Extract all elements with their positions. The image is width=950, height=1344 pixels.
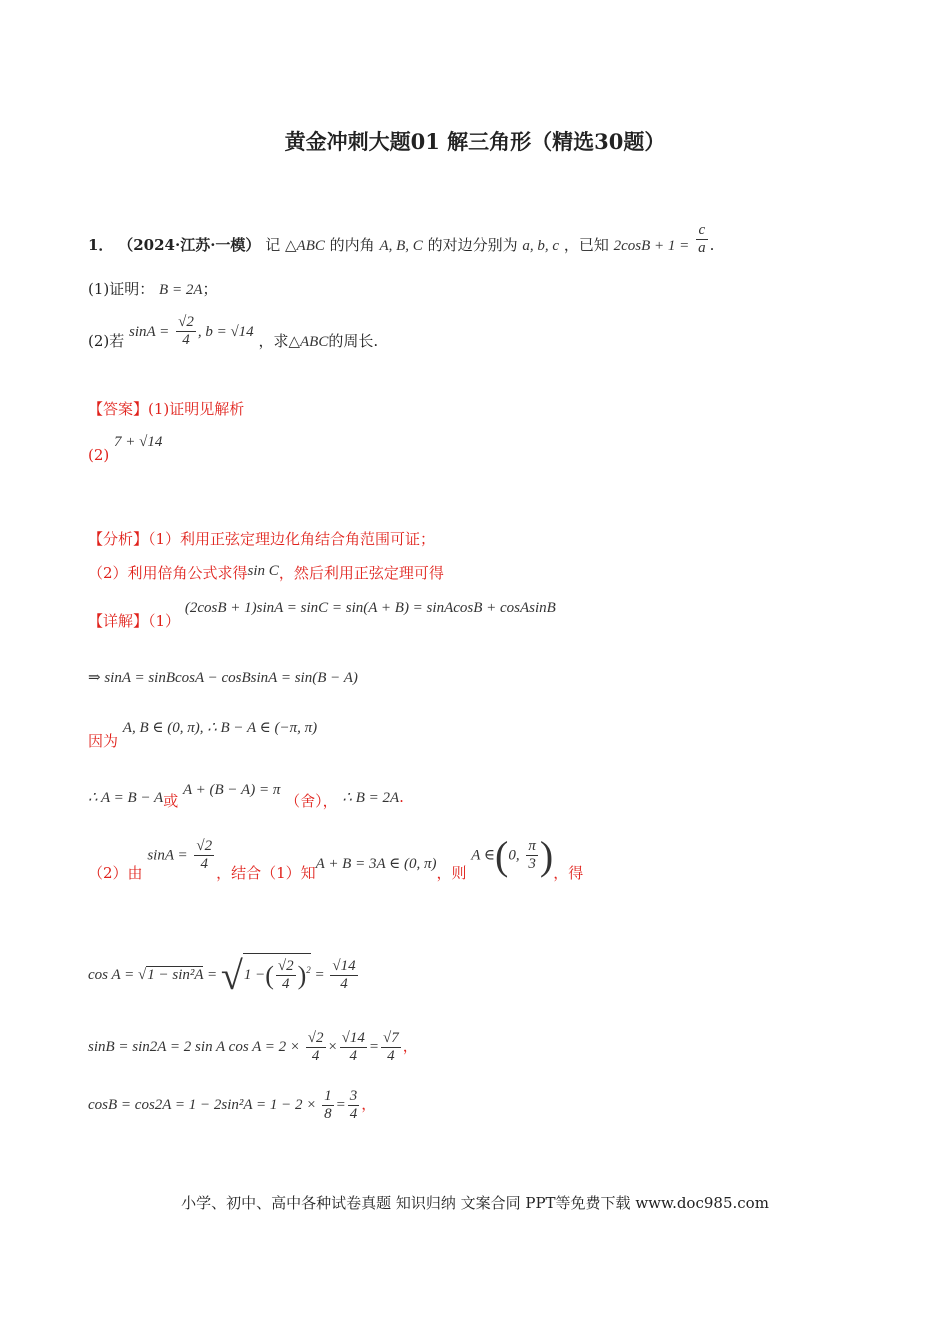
part2-label: (2)若 xyxy=(88,331,125,350)
footer-text: 小学、初中、高中各种试卷真题 知识归纳 文案合同 PPT等免费下载 www.doc985.com xyxy=(181,1194,769,1212)
problem-statement xyxy=(88,222,715,264)
sin-b-equation xyxy=(88,1030,418,1066)
fraction-denominator: 4 xyxy=(182,332,190,349)
problem-text: 记 xyxy=(265,235,281,254)
pi-over-3 xyxy=(526,838,538,874)
fraction-denominator: a xyxy=(698,240,706,257)
fraction-numerator: c xyxy=(696,222,708,240)
sin-a-fraction xyxy=(194,838,214,874)
analysis-text: （2）利用倍角公式求得 xyxy=(88,564,248,582)
answer-line2 xyxy=(88,432,163,464)
fraction-denominator: 3 xyxy=(528,856,536,872)
fraction-numerator: √2 xyxy=(276,958,296,976)
detail-eq4a: ∴ A = B − A xyxy=(88,790,164,806)
answer-line1 xyxy=(88,398,244,419)
times: × xyxy=(327,1039,338,1056)
detail-part2: （2）由 xyxy=(88,863,143,882)
or-text: 或 xyxy=(163,792,179,810)
analysis-line1 xyxy=(88,528,435,549)
equals: = xyxy=(207,966,218,983)
detail-eq4b: A + (B − A) = π xyxy=(183,782,281,798)
cos-a: cos A = xyxy=(88,966,135,983)
part2-end: 的周长. xyxy=(328,331,379,350)
detail-label: 【详解】 xyxy=(88,612,149,630)
condition-expr: 2cosB + 1 = xyxy=(613,237,690,254)
analysis-label: 【分析】 xyxy=(88,530,149,548)
fraction-numerator: √14 xyxy=(330,958,357,976)
answer-label: 【答案】 xyxy=(88,400,149,418)
answer-part2-expr: 7 + √14 xyxy=(114,434,163,450)
problem-text: 的内角 xyxy=(329,235,375,254)
analysis-line2 xyxy=(88,562,444,583)
detail-eq4c: ∴ B = 2A xyxy=(342,790,400,806)
part1-end: ； xyxy=(202,280,218,298)
cos-b: cosB = cos2A = 1 − 2sin²A = 1 − 2 × xyxy=(88,1097,317,1114)
detail-eq2: ⇒ sinA = sinBcosA − cosBsinA = sin(B − A) xyxy=(88,670,358,686)
comma: ， xyxy=(361,1097,377,1114)
part1-expr: B = 2A xyxy=(159,282,203,298)
detail-text: ，则 xyxy=(436,863,467,882)
condition-fraction xyxy=(696,222,708,258)
equals: = xyxy=(335,1097,346,1114)
detail-line1 xyxy=(88,596,556,630)
fraction-numerator: 1 xyxy=(322,1088,334,1106)
fraction-denominator: 4 xyxy=(349,1048,358,1065)
part2-text: ，求 xyxy=(258,331,289,350)
because-text: 因为 xyxy=(88,732,119,750)
fraction-numerator: √2 xyxy=(194,838,214,856)
detail-part1: （1） xyxy=(148,612,181,630)
fraction-denominator: 4 xyxy=(349,1106,358,1123)
sqrt-outer: 1 −( $\frac{√2}{4}$ )$^2$ xyxy=(243,953,311,994)
detail-line5: （2）由 sinA = $\frac{√2}{4}$ ，结合（1）知A + B = 3A ∈ (0, π)，则 A ∈(0, $\frac{\pi}{3}$ )，得 xyxy=(88,833,584,882)
detail-line4 xyxy=(88,778,404,810)
detail-eq3: A, B ∈ (0, π), ∴ B − A ∈ (−π, π) xyxy=(122,720,318,736)
equals: = xyxy=(314,966,325,983)
cos-b-equation xyxy=(88,1088,376,1124)
fraction-denominator: 4 xyxy=(387,1048,395,1065)
cos-a-result xyxy=(330,958,357,994)
fraction-numerator: √7 xyxy=(381,1030,401,1048)
part2-b: , b = √14 xyxy=(197,323,254,340)
fraction-denominator: 4 xyxy=(200,856,208,872)
sqrt-expr: 1 − sin²A xyxy=(147,966,204,983)
fraction-denominator: 4 xyxy=(281,976,290,992)
fraction-numerator: √2 xyxy=(176,314,196,332)
detail-line3 xyxy=(88,716,318,750)
fraction-numerator: √14 xyxy=(340,1030,367,1048)
analysis-text: ，然后利用正弦定理可得 xyxy=(278,564,444,582)
problem-text: 的对边分别为 xyxy=(427,235,518,254)
detail-text: ，得 xyxy=(553,863,584,882)
triangle-abc: △ABC xyxy=(285,237,325,254)
discard-text: （舍）， xyxy=(285,792,338,810)
problem-text: ，已知 xyxy=(563,235,609,254)
fraction-numerator: 3 xyxy=(348,1088,360,1106)
one-minus: 1 − xyxy=(243,966,266,983)
problem-number: 1． xyxy=(88,235,114,254)
a-in: A ∈ xyxy=(471,847,496,864)
period: . xyxy=(709,235,715,254)
equals: = xyxy=(368,1039,380,1056)
fraction-denominator: 4 xyxy=(340,976,348,992)
sides: a, b, c xyxy=(522,237,560,254)
problem-source: （2024·江苏·一模） xyxy=(118,235,261,254)
fraction-numerator: π xyxy=(526,838,538,856)
part1-label: (1)证明： xyxy=(88,280,155,298)
angles: A, B, C xyxy=(379,237,423,254)
comma: ， xyxy=(402,1039,418,1056)
part2-sin: sinA = xyxy=(129,323,170,340)
part2 xyxy=(88,314,378,350)
fraction-numerator: √2 xyxy=(306,1030,326,1048)
cos-a-equation: cos A = √1 − sin²A = √1 −( $\frac{√2}{4}$ )$^2$ = $\frac{√14}{4}$ xyxy=(88,953,356,998)
detail-expr: A + B = 3A ∈ (0, π) xyxy=(315,855,437,872)
part2-fraction xyxy=(176,314,196,350)
analysis-expr: sin C xyxy=(247,563,279,579)
detail-eq1: (2cosB + 1)sinA = sinC = sin(A + B) = sinAcosB + cosAsinB xyxy=(184,600,556,616)
page-title: 黄金冲刺大题01 解三角形（精选30题） xyxy=(284,129,666,154)
sin-a: sinA = xyxy=(147,847,188,864)
answer-part2-label: (2) xyxy=(88,446,110,464)
detail-text: ，结合（1）知 xyxy=(216,863,316,882)
fraction-denominator: 4 xyxy=(311,1048,320,1065)
zero: 0, xyxy=(508,847,520,864)
fraction-denominator: 8 xyxy=(324,1106,332,1123)
triangle-abc: △ABC xyxy=(288,333,329,350)
answer-part1: (1)证明见解析 xyxy=(148,400,245,418)
sin-b: sinB = sin2A = 2 sin A cos A = 2 × xyxy=(88,1039,301,1056)
analysis-text: （1）利用正弦定理边化角结合角范围可证； xyxy=(148,530,436,548)
period: . xyxy=(399,788,404,806)
part1 xyxy=(88,278,218,299)
